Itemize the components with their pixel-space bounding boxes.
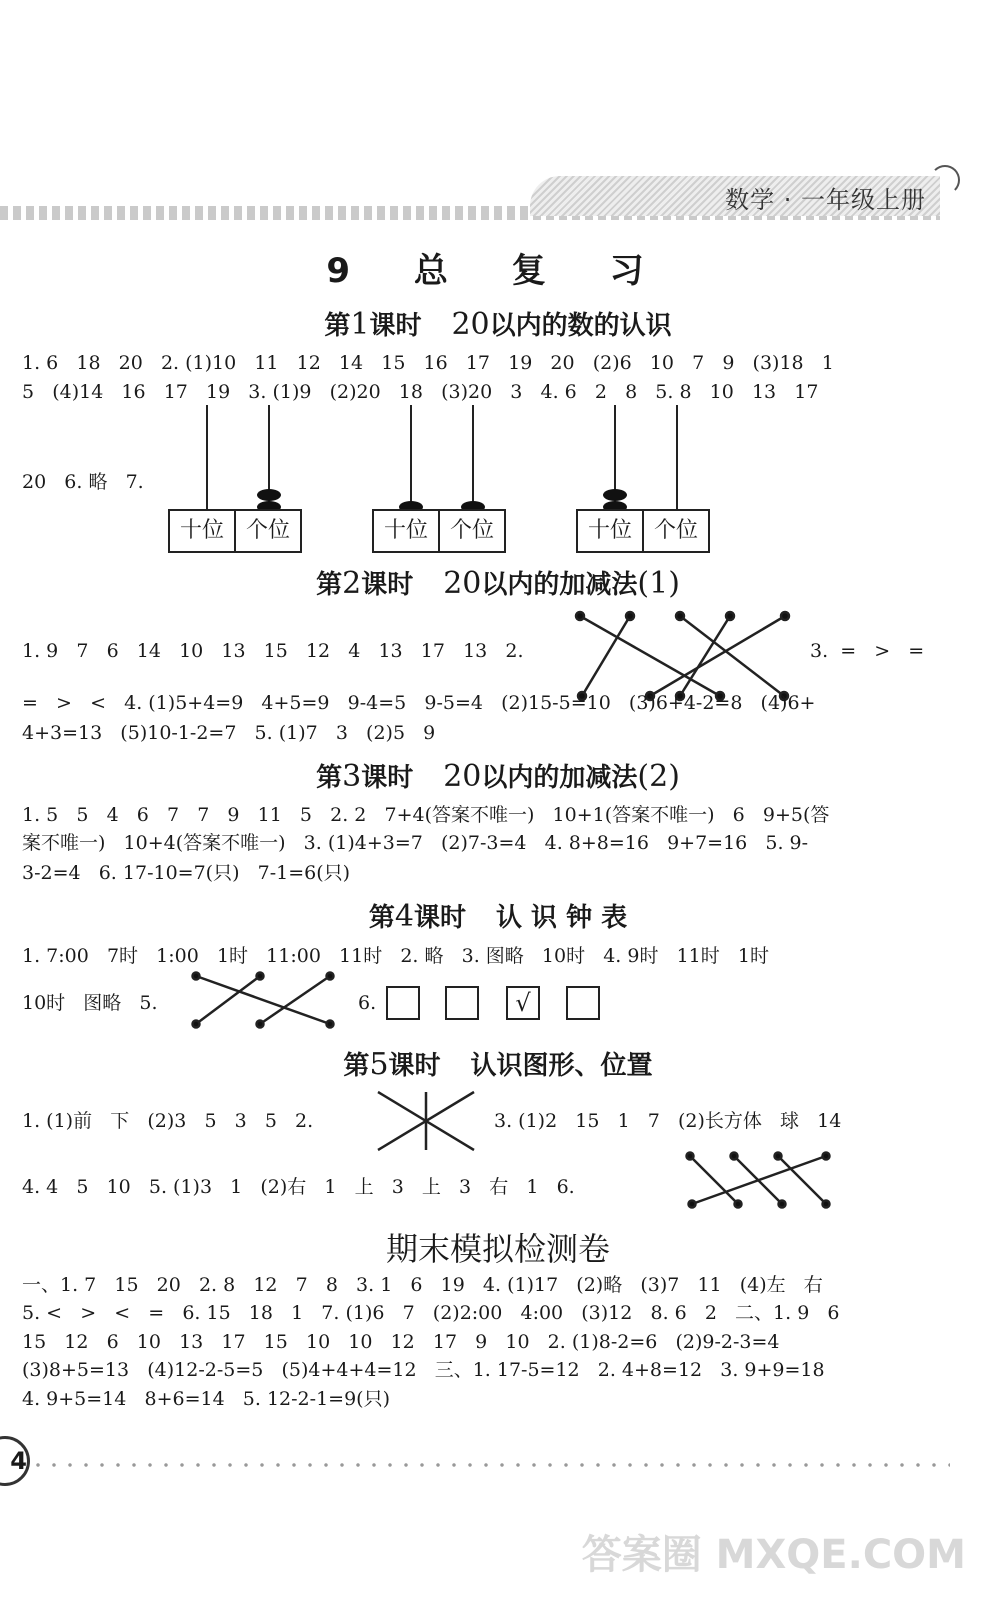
matching-lines-diagram: [682, 1148, 832, 1212]
answer-line: 1. 6 18 20 2. (1)10 11 12 14 15 16 17 19 20 (2)6 10 7 9 (3)18 1: [22, 352, 834, 374]
watermark-logo: 答案圈 MXQE.COM: [581, 1532, 966, 1578]
answer-line: 6.: [358, 992, 377, 1014]
exam-title: 期末模拟检测卷: [385, 1230, 610, 1268]
header-curl-icon: [930, 165, 960, 195]
lesson-4-heading: 第4课时 认 识 钟 表: [368, 899, 628, 934]
answer-line: = > < 4. (1)5+4=9 4+5=9 9-4=5 9-5=4 (2)15-5=10 (3)6+4-2=8 (4)6+: [22, 692, 816, 714]
answer-line: 4+3=13 (5)10-1-2=7 5. (1)7 3 (2)5 9: [22, 722, 436, 744]
abacus-diagram: 十位 个位: [372, 405, 508, 553]
answer-box: [445, 986, 479, 1020]
lesson-2-heading: 第2课时 20以内的加减法(1): [316, 566, 680, 601]
matching-lines-diagram: [570, 604, 800, 704]
answer-box: [386, 986, 420, 1020]
answer-line: 20 6. 略 7.: [22, 471, 144, 493]
answer-line: 1. 7:00 7时 1:00 1时 11:00 11时 2. 略 3. 图略 10时 4. 9时 11时 1时: [22, 945, 769, 967]
lesson-1-heading: 第1课时 20以内的数的认识: [324, 307, 672, 342]
answer-line: 5 (4)14 16 17 19 3. (1)9 (2)20 18 (3)20 3 4. 6 2 8 5. 8 10 13 17: [22, 381, 819, 403]
answer-line: 4. 4 5 10 5. (1)3 1 (2)右 1 上 3 上 3 右 1 6.: [22, 1176, 575, 1198]
answer-line: 1. (1)前 下 (2)3 5 3 5 2.: [22, 1110, 314, 1132]
answer-line: 一、1. 7 15 20 2. 8 12 7 8 3. 1 6 19 4. (1)17 (2)略 (3)7 11 (4)左 右: [22, 1274, 823, 1296]
header-subject: 数学 · 一年级上册: [725, 186, 926, 214]
answer-line: 1. 9 7 6 14 10 13 15 12 4 13 17 13 2.: [22, 640, 524, 662]
answer-line: 案不唯一) 10+4(答案不唯一) 3. (1)4+3=7 (2)7-3=4 4. 8+8=16 9+7=16 5. 9-: [22, 832, 809, 854]
answer-box: [566, 986, 600, 1020]
abacus-diagram: 十位 个位: [576, 405, 712, 553]
matching-lines-diagram: [374, 1088, 478, 1154]
answer-line: 4. 9+5=14 8+6=14 5. 12-2-1=9(只): [22, 1388, 390, 1410]
footer-dots: [30, 1460, 950, 1470]
answer-line: 3. (1)2 15 1 7 (2)长方体 球 14: [494, 1110, 842, 1132]
lesson-3-heading: 第3课时 20以内的加减法(2): [316, 759, 680, 794]
answer-line: 15 12 6 10 13 17 15 10 10 12 17 9 10 2. (1)8-2=6 (2)9-2-3=4: [22, 1331, 780, 1353]
answer-line: 5. < > < = 6. 15 18 1 7. (1)6 7 (2)2:00 4:00 (3)12 8. 6 2 二、1. 9 6: [22, 1302, 840, 1324]
answer-line: 10时 图略 5.: [22, 992, 158, 1014]
answer-line: 3. = > =: [810, 640, 925, 662]
answer-line: 3-2=4 6. 17-10=7(只) 7-1=6(只): [22, 862, 351, 884]
chapter-title: 9 总 复 习: [326, 251, 670, 291]
matching-lines-diagram: [190, 968, 340, 1030]
page-number: 4: [0, 1436, 30, 1486]
lesson-5-heading: 第5课时 认识图形、位置: [343, 1047, 653, 1082]
answer-box-checked: √: [506, 986, 540, 1020]
answer-line: (3)8+5=13 (4)12-2-5=5 (5)4+4+4=12 三、1. 17-5=12 2. 4+8=12 3. 9+9=18: [22, 1359, 825, 1381]
answer-line: 1. 5 5 4 6 7 7 9 11 5 2. 2 7+4(答案不唯一) 10+1(答案不唯一) 6 9+5(答: [22, 804, 830, 826]
abacus-diagram: 十位 个位: [168, 405, 304, 553]
